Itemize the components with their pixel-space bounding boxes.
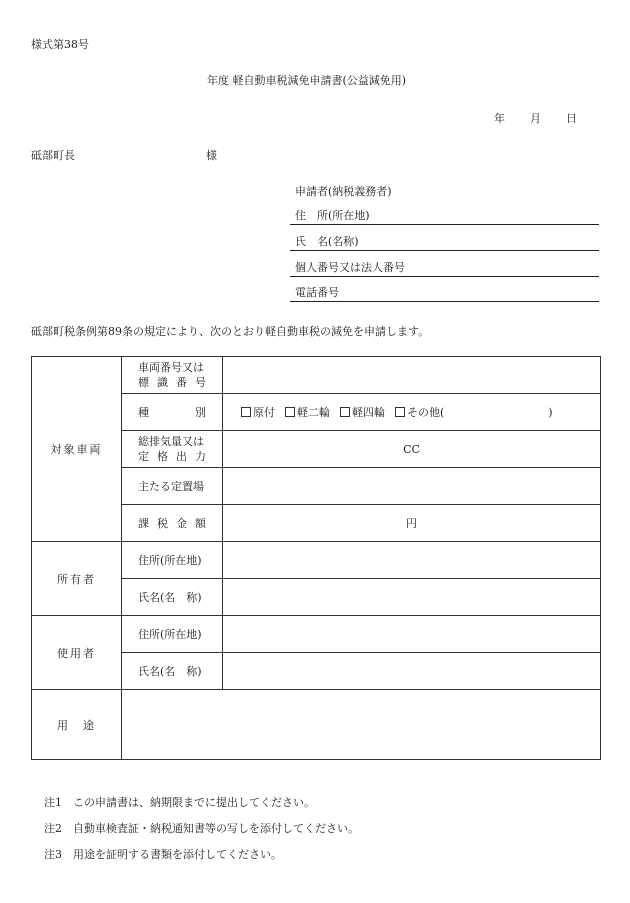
applicant-heading: 申請者(納税義務者) bbox=[295, 185, 392, 198]
vehicle-number-input[interactable] bbox=[223, 357, 601, 394]
user-group-label: 使用者 bbox=[32, 616, 122, 690]
purpose-input[interactable] bbox=[122, 690, 601, 760]
storage-label: 主たる定置場 bbox=[122, 468, 223, 505]
vehicle-number-label bbox=[122, 357, 223, 394]
vehicle-group-label: 対象車両 bbox=[32, 357, 122, 542]
vehicle-type-label: 種 別 bbox=[138, 406, 206, 419]
date-year-label: 年 bbox=[494, 112, 505, 125]
note-2: 注2 自動車検査証・納税通知書等の写しを添付してください。 bbox=[44, 822, 359, 835]
user-name-label: 氏名(名 称) bbox=[122, 653, 223, 690]
displacement-label-line1: 総排気量又は bbox=[138, 435, 204, 448]
row-user-address bbox=[32, 616, 601, 653]
note-1: 注1 この申請書は、納期限までに提出してください。 bbox=[44, 796, 315, 809]
owner-address-label: 住所(所在地) bbox=[122, 542, 223, 579]
displacement-input[interactable] bbox=[223, 431, 601, 468]
displacement-label-line2: 定格出力 bbox=[138, 450, 206, 463]
applicant-address-label: 住 所(所在地) bbox=[295, 209, 370, 222]
tax-amount-label: 課税金額 bbox=[138, 517, 206, 530]
tax-amount-label-cell bbox=[122, 505, 223, 542]
document-title: 年度 軽自動車税減免申請書(公益減免用) bbox=[207, 74, 407, 87]
form-number: 様式第38号 bbox=[31, 38, 89, 51]
applicant-address-line[interactable] bbox=[290, 224, 599, 225]
owner-name-label: 氏名(名 称) bbox=[122, 579, 223, 616]
type-option-light-two-wheel[interactable]: 軽二輪 bbox=[285, 404, 330, 420]
row-purpose bbox=[32, 690, 601, 760]
checkbox-icon[interactable] bbox=[395, 407, 405, 417]
applicant-id-line[interactable] bbox=[290, 276, 599, 277]
displacement-unit: CC bbox=[403, 442, 420, 456]
row-vehicle-number bbox=[32, 357, 601, 394]
tax-amount-input[interactable] bbox=[223, 505, 601, 542]
owner-name-input[interactable] bbox=[223, 579, 601, 616]
applicant-phone-line[interactable] bbox=[290, 301, 599, 302]
user-address-label: 住所(所在地) bbox=[122, 616, 223, 653]
owner-address-input[interactable] bbox=[223, 542, 601, 579]
applicant-name-line[interactable] bbox=[290, 250, 599, 251]
owner-group-label: 所有者 bbox=[32, 542, 122, 616]
vehicle-number-label-line2: 標識番号 bbox=[138, 376, 206, 389]
applicant-id-label: 個人番号又は法人番号 bbox=[295, 261, 405, 274]
checkbox-icon[interactable] bbox=[340, 407, 350, 417]
honorific: 様 bbox=[206, 149, 217, 162]
date-day-label: 日 bbox=[566, 112, 577, 125]
type-option-other[interactable]: その他( bbox=[395, 404, 444, 420]
row-owner-address bbox=[32, 542, 601, 579]
type-option-moped[interactable]: 原付 bbox=[241, 404, 275, 420]
checkbox-icon[interactable] bbox=[241, 407, 251, 417]
user-address-input[interactable] bbox=[223, 616, 601, 653]
applicant-name-label: 氏 名(名称) bbox=[295, 235, 359, 248]
purpose-label: 用 途 bbox=[32, 690, 122, 760]
user-name-input[interactable] bbox=[223, 653, 601, 690]
type-other-close-paren: ) bbox=[548, 405, 553, 419]
date-month-label: 月 bbox=[530, 112, 541, 125]
note-3: 注3 用途を証明する書類を添付してください。 bbox=[44, 848, 282, 861]
tax-amount-unit: 円 bbox=[406, 517, 417, 530]
vehicle-type-label-cell bbox=[122, 394, 223, 431]
checkbox-icon[interactable] bbox=[285, 407, 295, 417]
application-statement: 砥部町税条例第89条の規定により、次のとおり軽自動車税の減免を申請します。 bbox=[31, 325, 430, 338]
storage-input[interactable] bbox=[223, 468, 601, 505]
type-option-light-four-wheel[interactable]: 軽四輪 bbox=[340, 404, 385, 420]
vehicle-number-label-line1: 車両番号又は bbox=[138, 361, 204, 374]
addressee: 砥部町長 bbox=[31, 149, 75, 162]
application-table bbox=[31, 356, 601, 760]
displacement-label bbox=[122, 431, 223, 468]
applicant-phone-label: 電話番号 bbox=[295, 286, 339, 299]
vehicle-type-options bbox=[223, 394, 601, 431]
